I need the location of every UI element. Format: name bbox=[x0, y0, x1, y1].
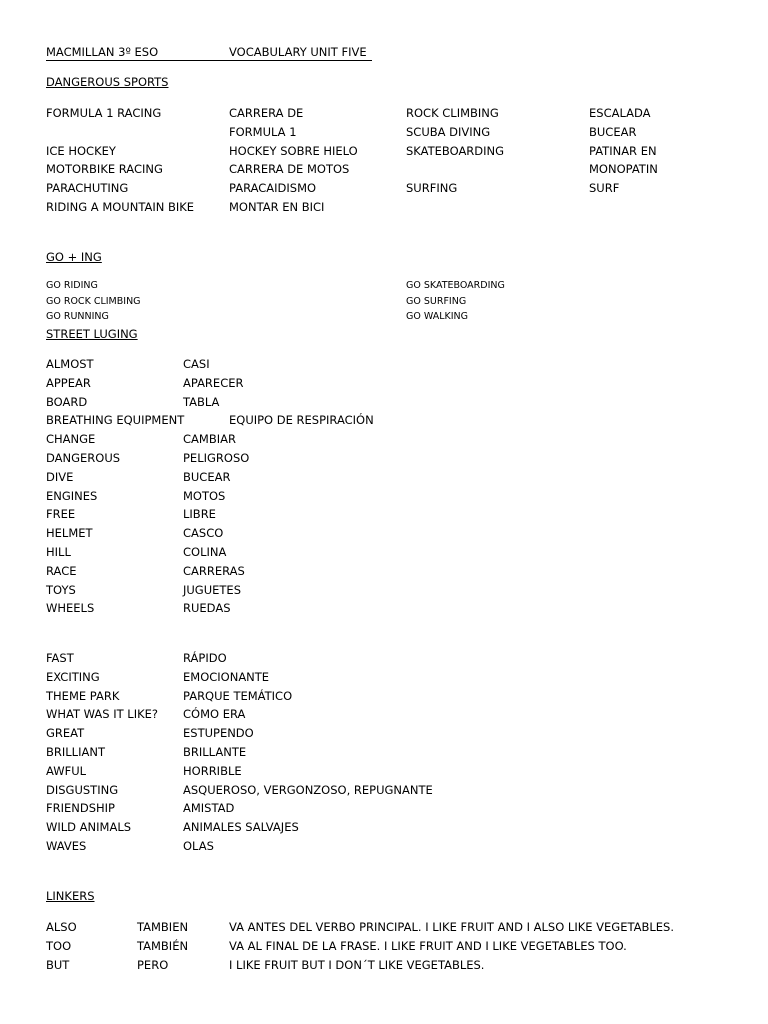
term-es: LIBRE bbox=[183, 507, 216, 522]
vocab-row bbox=[46, 393, 736, 412]
term-en: BOARD bbox=[46, 394, 88, 409]
term-es: TABLA bbox=[183, 394, 220, 409]
list-item: GO ROCK CLIMBING bbox=[46, 295, 141, 307]
list-item: GO RIDING bbox=[46, 280, 98, 291]
term-es: COLINA bbox=[183, 544, 227, 559]
term-es: CASI bbox=[183, 357, 210, 371]
term-es: ANIMALES SALVAJES bbox=[183, 820, 299, 835]
term-en: DANGEROUS bbox=[46, 450, 121, 465]
vocab-row bbox=[46, 581, 736, 600]
term-es: PELIGROSO bbox=[183, 450, 250, 465]
term-en: RACE bbox=[46, 563, 77, 578]
list-item: SCUBA DIVING bbox=[406, 124, 491, 139]
term-en: EXCITING bbox=[46, 669, 100, 684]
term-es: RUEDAS bbox=[183, 601, 231, 616]
term-es: AMISTAD bbox=[183, 801, 235, 816]
list-item: FORMULA 1 RACING bbox=[46, 106, 162, 120]
linkers-heading: LINKERS bbox=[46, 889, 95, 903]
dangerous-sports-col1 bbox=[46, 104, 194, 217]
vocab-row bbox=[46, 743, 736, 762]
term-es: CÓMO ERA bbox=[183, 707, 246, 722]
list-item bbox=[406, 160, 504, 179]
term-en: HELMET bbox=[46, 526, 93, 541]
term-es: EQUIPO DE RESPIRACIÓN bbox=[229, 413, 374, 428]
term-en: BREATHING EQUIPMENT bbox=[46, 413, 185, 428]
vocab-row bbox=[46, 374, 736, 393]
list-item: GO RUNNING bbox=[46, 311, 109, 322]
vocab-row bbox=[46, 599, 736, 618]
term-en: HILL bbox=[46, 544, 71, 559]
list-item: GO WALKING bbox=[406, 311, 469, 322]
term-en: WILD ANIMALS bbox=[46, 820, 132, 835]
list-item: MOTORBIKE RACING bbox=[46, 162, 163, 177]
linker-es: TAMBIÉN bbox=[137, 938, 189, 953]
term-en: FRIENDSHIP bbox=[46, 801, 115, 816]
dangerous-sports-col4 bbox=[589, 104, 658, 198]
list-item: RIDING A MOUNTAIN BIKE bbox=[46, 199, 195, 214]
vocab-row bbox=[46, 468, 736, 487]
dangerous-sports-col3 bbox=[406, 104, 504, 198]
linker-en: ALSO bbox=[46, 920, 77, 934]
header-right: VOCABULARY UNIT FIVE bbox=[229, 45, 367, 59]
list-item: ROCK CLIMBING bbox=[406, 106, 499, 120]
term-es: BUCEAR bbox=[183, 469, 231, 484]
term-es: ESTUPENDO bbox=[183, 726, 254, 741]
vocab-row bbox=[46, 562, 736, 581]
list-item: FORMULA 1 bbox=[229, 124, 297, 139]
term-en: WAVES bbox=[46, 838, 87, 853]
list-item: MONOPATIN bbox=[589, 162, 658, 177]
list-item: ESCALADA bbox=[589, 106, 651, 120]
list-item: HOCKEY SOBRE HIELO bbox=[229, 143, 358, 158]
term-en: TOYS bbox=[46, 582, 76, 597]
term-en: GREAT bbox=[46, 726, 85, 741]
term-es: OLAS bbox=[183, 838, 214, 853]
linker-note: VA ANTES DEL VERBO PRINCIPAL. I LIKE FRUIT AND I ALSO LIKE VEGETABLES. bbox=[229, 920, 674, 934]
adjectives-list bbox=[46, 649, 736, 856]
term-en: FREE bbox=[46, 507, 76, 522]
list-item: PARACAIDISMO bbox=[229, 181, 317, 196]
list-item: SKATEBOARDING bbox=[406, 143, 505, 158]
term-en: BRILLIANT bbox=[46, 744, 105, 759]
term-en: APPEAR bbox=[46, 375, 91, 390]
term-en: DISGUSTING bbox=[46, 782, 119, 797]
dangerous-sports-col2 bbox=[229, 104, 358, 217]
linker-row bbox=[46, 918, 736, 937]
linker-row bbox=[46, 937, 736, 956]
go-ing-left bbox=[46, 278, 141, 325]
vocab-row bbox=[46, 649, 736, 668]
vocab-row bbox=[46, 411, 736, 430]
list-item: SURFING bbox=[406, 181, 458, 196]
list-item: SURF bbox=[589, 181, 620, 196]
term-en: ALMOST bbox=[46, 357, 94, 371]
term-en: WHEELS bbox=[46, 601, 95, 616]
vocab-row bbox=[46, 487, 736, 506]
term-en: THEME PARK bbox=[46, 688, 120, 703]
vocab-row bbox=[46, 705, 736, 724]
term-es: MOTOS bbox=[183, 488, 226, 503]
dangerous-sports-heading: DANGEROUS SPORTS bbox=[46, 75, 169, 89]
list-item: CARRERA DE bbox=[229, 106, 304, 120]
vocab-row bbox=[46, 781, 736, 800]
street-luging-list bbox=[46, 355, 736, 618]
vocab-row bbox=[46, 430, 736, 449]
term-es: RÁPIDO bbox=[183, 651, 227, 665]
term-en: AWFUL bbox=[46, 763, 87, 778]
linkers-list bbox=[46, 918, 736, 974]
linker-row bbox=[46, 956, 736, 975]
term-es: HORRIBLE bbox=[183, 763, 242, 778]
linker-es: TAMBIEN bbox=[137, 920, 189, 934]
term-en: DIVE bbox=[46, 469, 74, 484]
term-en: CHANGE bbox=[46, 432, 96, 447]
linker-en: TOO bbox=[46, 938, 72, 953]
street-luging-heading: STREET LUGING bbox=[46, 327, 138, 341]
term-en: WHAT WAS IT LIKE? bbox=[46, 707, 159, 722]
term-es: JUGUETES bbox=[183, 582, 241, 597]
go-ing-heading: GO + ING bbox=[46, 250, 102, 264]
list-item bbox=[46, 123, 194, 142]
list-item: PATINAR EN bbox=[589, 143, 657, 158]
vocab-row bbox=[46, 818, 736, 837]
vocab-row bbox=[46, 449, 736, 468]
term-es: BRILLANTE bbox=[183, 744, 247, 759]
list-item: PARACHUTING bbox=[46, 181, 129, 196]
list-item: GO SKATEBOARDING bbox=[406, 280, 505, 291]
list-item: BUCEAR bbox=[589, 124, 637, 139]
linker-note: VA AL FINAL DE LA FRASE. I LIKE FRUIT AND I LIKE VEGETABLES TOO. bbox=[229, 938, 627, 953]
vocab-row bbox=[46, 355, 736, 374]
term-es: APARECER bbox=[183, 375, 244, 390]
go-ing-right bbox=[406, 278, 505, 325]
linker-note: I LIKE FRUIT BUT I DON´T LIKE VEGETABLES. bbox=[229, 957, 485, 972]
vocab-row bbox=[46, 724, 736, 743]
vocab-row bbox=[46, 505, 736, 524]
vocab-row bbox=[46, 799, 736, 818]
linker-es: PERO bbox=[137, 957, 169, 972]
term-es: ASQUEROSO, VERGONZOSO, REPUGNANTE bbox=[183, 782, 433, 797]
list-item: CARRERA DE MOTOS bbox=[229, 162, 350, 177]
term-es: CASCO bbox=[183, 526, 224, 541]
vocab-row bbox=[46, 837, 736, 856]
vocab-row bbox=[46, 687, 736, 706]
term-es: PARQUE TEMÁTICO bbox=[183, 688, 293, 703]
linker-en: BUT bbox=[46, 957, 70, 972]
vocab-row bbox=[46, 762, 736, 781]
vocab-row bbox=[46, 524, 736, 543]
header-left: MACMILLAN 3º ESO bbox=[46, 45, 159, 59]
term-en: FAST bbox=[46, 651, 74, 665]
term-es: EMOCIONANTE bbox=[183, 669, 270, 684]
list-item: GO SURFING bbox=[406, 295, 467, 307]
vocab-row bbox=[46, 668, 736, 687]
vocab-row bbox=[46, 543, 736, 562]
list-item: ICE HOCKEY bbox=[46, 143, 116, 158]
term-en: ENGINES bbox=[46, 488, 98, 503]
term-es: CARRERAS bbox=[183, 563, 245, 578]
term-es: CAMBIAR bbox=[183, 432, 236, 447]
list-item: MONTAR EN BICI bbox=[229, 199, 325, 214]
